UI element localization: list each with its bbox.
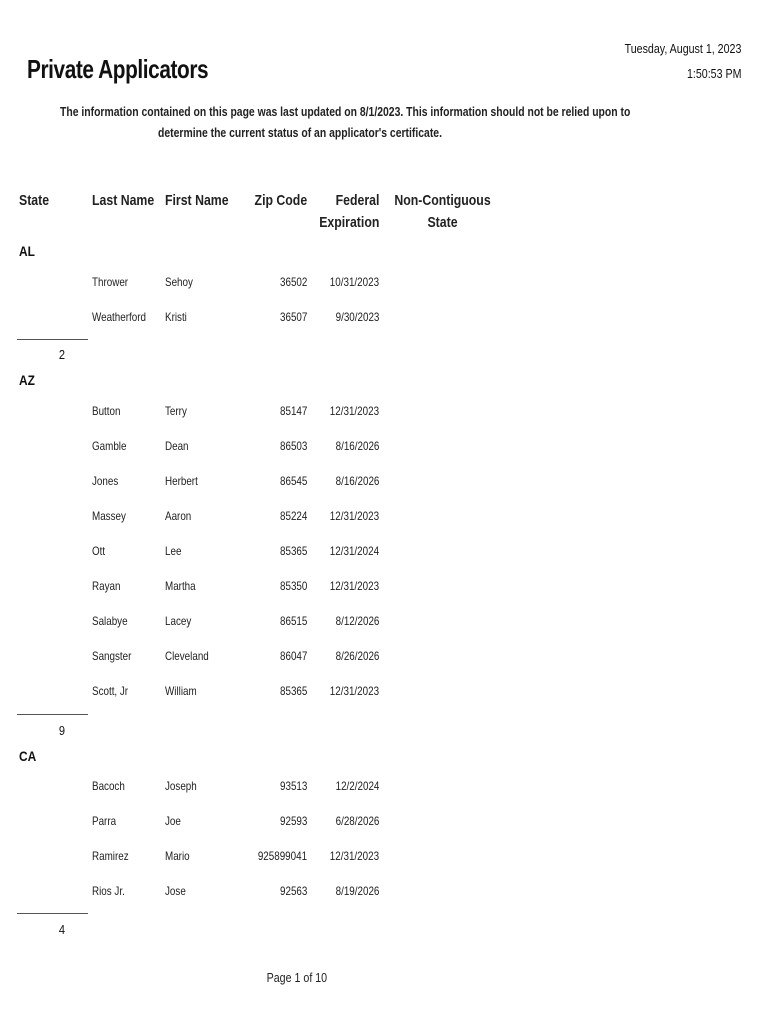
zip-code-cell: 86503: [279, 439, 307, 453]
zip-code-cell: 36507: [279, 310, 307, 324]
group-total-divider: [17, 913, 88, 914]
group-total-divider: [17, 714, 88, 715]
last-name-cell: Weatherford: [92, 310, 146, 324]
first-name-cell: Cleveland: [165, 649, 209, 663]
last-name-cell: Sangster: [92, 649, 132, 663]
zip-code-cell: 925899041: [257, 849, 307, 863]
federal-expiration-cell: 12/31/2023: [329, 684, 379, 698]
federal-expiration-cell: 8/12/2026: [335, 614, 379, 628]
last-name-cell: Button: [92, 404, 121, 418]
federal-expiration-cell: 6/28/2026: [335, 814, 379, 828]
first-name-cell: Lacey: [165, 614, 192, 628]
last-name-cell: Jones: [92, 474, 119, 488]
first-name-cell: Lee: [165, 544, 182, 558]
last-name-cell: Bacoch: [92, 779, 125, 793]
federal-expiration-cell: 12/31/2024: [329, 544, 379, 558]
zip-code-cell: 86545: [279, 474, 307, 488]
zip-code-cell: 85224: [279, 509, 307, 523]
federal-expiration-cell: 12/31/2023: [329, 849, 379, 863]
federal-expiration-cell: 8/16/2026: [335, 439, 379, 453]
zip-code-cell: 85147: [279, 404, 307, 418]
zip-code-cell: 85350: [279, 579, 307, 593]
header-federal-expiration-line: Federal: [335, 192, 379, 209]
last-name-cell: Rayan: [92, 579, 121, 593]
zip-code-cell: 85365: [279, 684, 307, 698]
last-name-cell: Ramirez: [92, 849, 129, 863]
zip-code-cell: 92563: [279, 884, 307, 898]
group-count: 9: [58, 723, 65, 738]
state-group-label: AZ: [19, 372, 35, 388]
header-state: State: [19, 192, 50, 209]
zip-code-cell: 86515: [279, 614, 307, 628]
first-name-cell: Kristi: [165, 310, 187, 324]
page-number: Page 1 of 10: [266, 970, 328, 985]
first-name-cell: William: [165, 684, 197, 698]
zip-code-cell: 93513: [279, 779, 307, 793]
header-non-contiguous-line: State: [427, 214, 458, 231]
last-name-cell: Thrower: [92, 275, 129, 289]
state-group-label: AL: [19, 243, 35, 259]
header-federal-expiration-line: Expiration: [318, 214, 379, 231]
first-name-cell: Dean: [165, 439, 189, 453]
last-name-cell: Parra: [92, 814, 117, 828]
update-notice-line: determine the current status of an applicator's certificate.: [158, 125, 442, 140]
update-notice-line: The information contained on this page was last updated on 8/1/2023. This information should not be relied upon to: [60, 104, 631, 119]
state-group-label: CA: [19, 748, 37, 764]
first-name-cell: Martha: [165, 579, 196, 593]
first-name-cell: Sehoy: [165, 275, 193, 289]
report-title: Private Applicators: [27, 54, 209, 84]
federal-expiration-cell: 10/31/2023: [329, 275, 379, 289]
federal-expiration-cell: 8/26/2026: [335, 649, 379, 663]
last-name-cell: Rios Jr.: [92, 884, 125, 898]
zip-code-cell: 92593: [279, 814, 307, 828]
group-count: 4: [58, 922, 65, 937]
last-name-cell: Massey: [92, 509, 126, 523]
report-time: 1:50:53 PM: [686, 66, 741, 81]
zip-code-cell: 86047: [279, 649, 307, 663]
federal-expiration-cell: 8/16/2026: [335, 474, 379, 488]
zip-code-cell: 36502: [279, 275, 307, 289]
first-name-cell: Aaron: [165, 509, 192, 523]
page-footer: [0, 970, 594, 985]
update-notice: [0, 101, 631, 143]
first-name-cell: Herbert: [165, 474, 198, 488]
federal-expiration-cell: 8/19/2026: [335, 884, 379, 898]
first-name-cell: Joseph: [165, 779, 197, 793]
first-name-cell: Mario: [165, 849, 190, 863]
header-non-contiguous-line: Non-Contiguous: [394, 192, 491, 209]
group-total-divider: [17, 339, 88, 340]
federal-expiration-cell: 12/31/2023: [329, 404, 379, 418]
first-name-cell: Terry: [165, 404, 187, 418]
header-zip-code: Zip Code: [254, 192, 307, 209]
first-name-cell: Jose: [165, 884, 186, 898]
last-name-cell: Gamble: [92, 439, 127, 453]
last-name-cell: Salabye: [92, 614, 128, 628]
federal-expiration-cell: 12/2/2024: [335, 779, 379, 793]
group-count: 2: [58, 347, 65, 362]
report-date: Tuesday, August 1, 2023: [624, 41, 741, 56]
federal-expiration-cell: 12/31/2023: [329, 579, 379, 593]
header-first-name: First Name: [165, 192, 229, 209]
zip-code-cell: 85365: [279, 544, 307, 558]
first-name-cell: Joe: [165, 814, 181, 828]
last-name-cell: Ott: [92, 544, 106, 558]
federal-expiration-cell: 12/31/2023: [329, 509, 379, 523]
federal-expiration-cell: 9/30/2023: [335, 310, 379, 324]
header-last-name: Last Name: [92, 192, 155, 209]
last-name-cell: Scott, Jr: [92, 684, 129, 698]
